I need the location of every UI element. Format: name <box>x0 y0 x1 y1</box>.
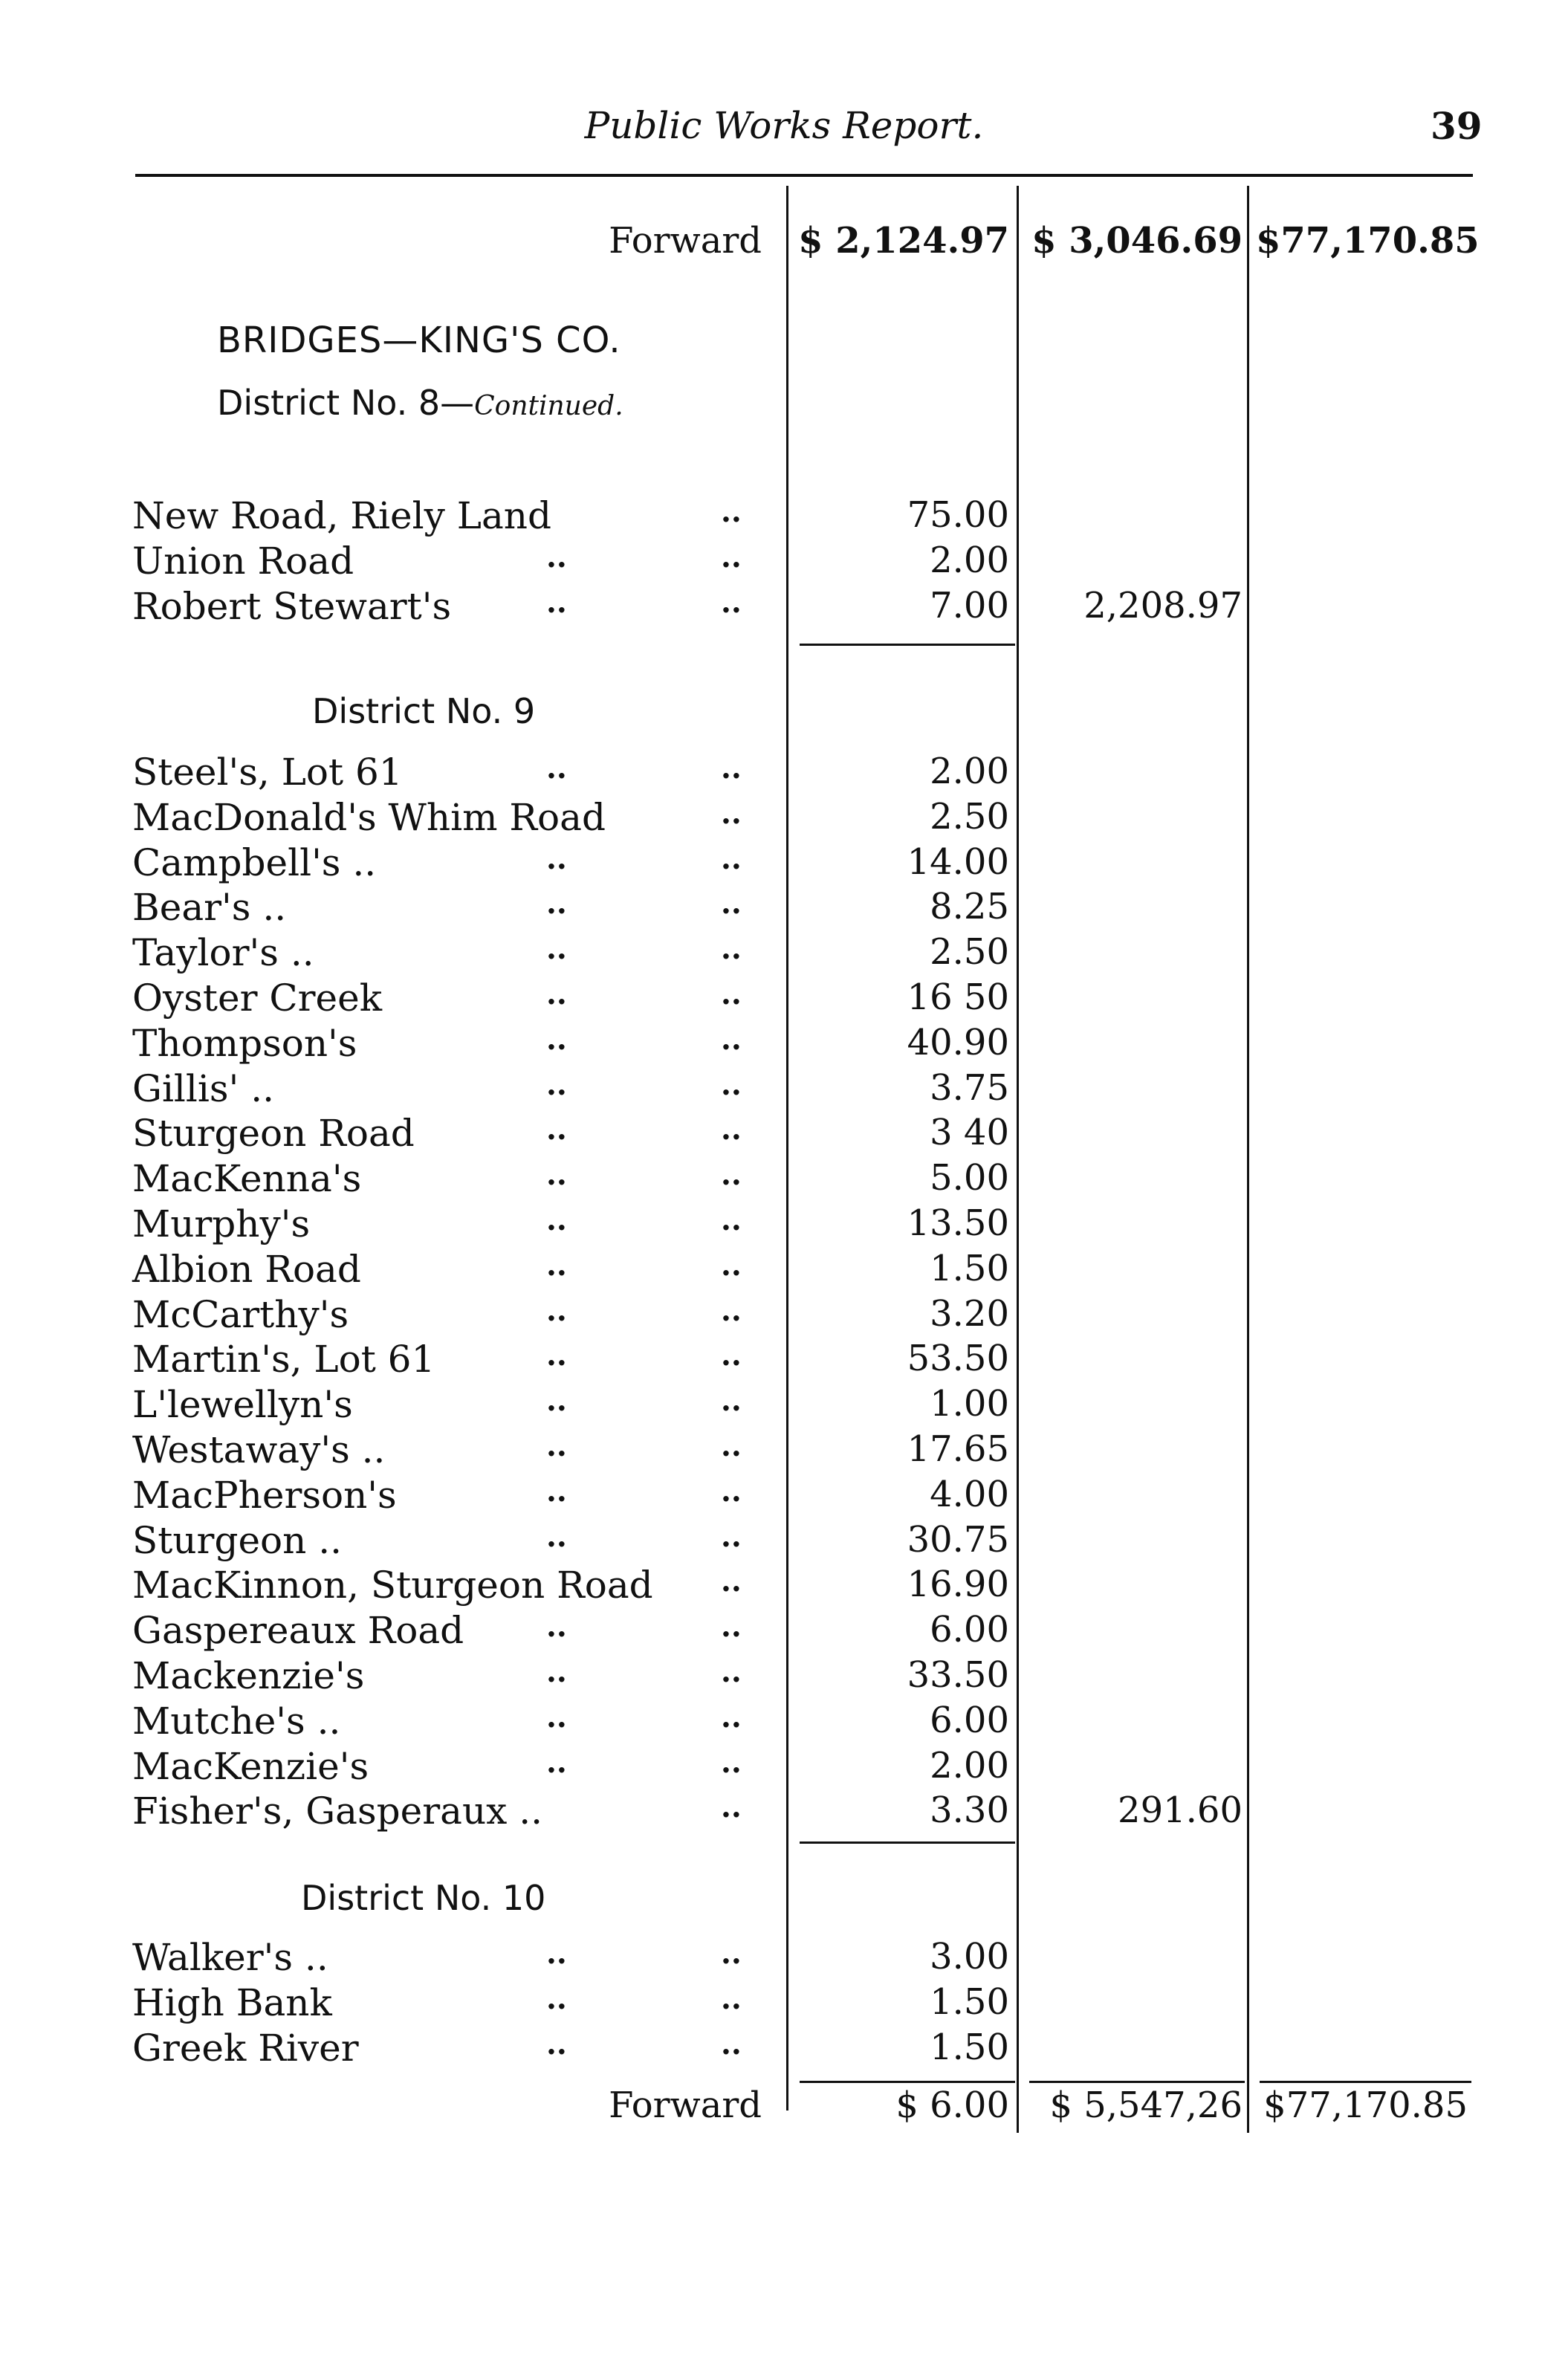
leader-dots: .. <box>546 585 567 620</box>
forward-top-col2: $ 3,046.69 <box>1031 220 1243 262</box>
district-8-heading <box>217 383 623 423</box>
ledger-item-name: L'lewellyn's <box>132 1383 353 1427</box>
leader-dots: .. <box>546 1699 567 1734</box>
leader-dots: .. <box>546 1383 567 1419</box>
leader-dots: .. <box>546 1338 567 1373</box>
leader-dots: .. <box>546 1981 567 2016</box>
ledger-item-name: Gillis' .. <box>132 1066 274 1110</box>
leader-dots: .. <box>546 1112 567 1147</box>
ledger-item-amount: 30.75 <box>907 1518 1009 1561</box>
ledger-item-amount: 3.30 <box>930 1789 1009 1832</box>
ledger-item-name: Albion Road <box>132 1247 361 1291</box>
ledger-item-name: Martin's, Lot 61 <box>132 1338 435 1381</box>
leader-dots: .. <box>721 1428 742 1463</box>
leader-dots: .. <box>546 1292 567 1328</box>
forward-top-col1: $ 2,124.97 <box>798 220 1009 262</box>
ledger-item-amount: 1.50 <box>930 1247 1009 1289</box>
leader-dots: .. <box>546 2027 567 2061</box>
forward-bottom-col2: $ 5,547,26 <box>1049 2084 1243 2126</box>
ledger-item-amount: 3.20 <box>930 1292 1009 1335</box>
ledger-row <box>0 1981 1568 2027</box>
ledger-row <box>0 1067 1568 1112</box>
ledger-row <box>0 1293 1568 1338</box>
leader-dots: .. <box>721 1066 742 1102</box>
leader-dots: .. <box>721 931 742 967</box>
ledger-item-name: Gaspereaux Road <box>132 1609 464 1653</box>
ledger-row <box>0 1157 1568 1202</box>
leader-dots: .. <box>721 1473 742 1509</box>
ledger-row <box>0 1936 1568 1981</box>
ledger-item-amount: 2.00 <box>930 1744 1009 1787</box>
leader-dots: .. <box>721 1654 742 1689</box>
leader-dots: .. <box>721 795 742 831</box>
ledger-item-amount: 7.00 <box>930 585 1009 626</box>
ledger-item-amount: 3.75 <box>930 1066 1009 1109</box>
district-8-heading-text: District No. 8— <box>217 383 475 423</box>
ledger-item-amount: 17.65 <box>907 1428 1009 1470</box>
forward-top-label: Forward <box>609 220 762 262</box>
ledger-row <box>0 585 1568 630</box>
leader-dots: .. <box>546 1021 567 1057</box>
ledger-item-name: MacPherson's <box>132 1473 397 1517</box>
forward-bottom-col3: $77,170.85 <box>1263 2084 1468 2126</box>
leader-dots: .. <box>721 1292 742 1328</box>
leader-dots: .. <box>721 1202 742 1237</box>
ledger-row <box>0 1248 1568 1293</box>
ledger-item-name: MacDonald's Whim Road <box>132 795 606 839</box>
ledger-item-name: Mackenzie's <box>132 1654 365 1697</box>
leader-dots: .. <box>546 976 567 1011</box>
ledger-item-name: Taylor's .. <box>132 931 314 975</box>
ledger-item-amount: 4.00 <box>930 1473 1009 1515</box>
ledger-item-amount: 2.00 <box>930 540 1009 581</box>
ledger-item-name: Robert Stewart's <box>132 585 452 628</box>
ledger-item-amount: 16 50 <box>907 976 1009 1018</box>
ledger-item-name: MacKenna's <box>132 1157 362 1201</box>
leader-dots: .. <box>721 540 742 574</box>
ledger-item-name: Sturgeon Road <box>132 1112 415 1156</box>
ledger-item-amount: 40.90 <box>907 1021 1009 1063</box>
leader-dots: .. <box>721 1564 742 1599</box>
ledger-row <box>0 1789 1568 1835</box>
leader-dots: .. <box>721 886 742 921</box>
ledger-item-name: Oyster Creek <box>132 976 383 1020</box>
leader-dots: .. <box>721 1936 742 1971</box>
ledger-item-amount: 3.00 <box>930 1936 1009 1977</box>
ledger-row <box>0 494 1568 540</box>
section-title: BRIDGES—KING'S CO. <box>217 320 621 361</box>
district-8-continued: Continued. <box>474 391 623 421</box>
ledger-row <box>0 931 1568 976</box>
ledger-row <box>0 1700 1568 1745</box>
ledger-item-name: McCarthy's <box>132 1292 349 1336</box>
ledger-item-name: MacKenzie's <box>132 1744 369 1788</box>
ledger-item-name: Union Road <box>132 540 354 583</box>
page-header-title: Public Works Report. <box>584 104 984 147</box>
ledger-item-amount: 16.90 <box>907 1564 1009 1606</box>
ledger-row <box>0 976 1568 1022</box>
ledger-item-name: High Bank <box>132 1981 332 2024</box>
ledger-row <box>0 1654 1568 1700</box>
district-9-sum-rule <box>800 1841 1015 1844</box>
ledger-item-amount: 3 40 <box>930 1112 1009 1154</box>
ledger-row <box>0 841 1568 887</box>
forward-bottom-col1: $ 6.00 <box>895 2084 1009 2126</box>
forward-top-col3: $77,170.85 <box>1256 220 1480 262</box>
leader-dots: .. <box>546 1247 567 1283</box>
leader-dots: .. <box>546 1744 567 1780</box>
leader-dots: .. <box>546 931 567 967</box>
ledger-item-amount: 33.50 <box>907 1654 1009 1696</box>
ledger-item-name: Sturgeon .. <box>132 1518 343 1562</box>
leader-dots: .. <box>546 1157 567 1193</box>
ledger-row <box>0 1609 1568 1654</box>
ledger-item-amount: 1.50 <box>930 2027 1009 2068</box>
forward-bottom-rule-3 <box>1260 2081 1471 2083</box>
ledger-item-amount: 6.00 <box>930 1699 1009 1741</box>
ledger-item-name: Steel's, Lot 61 <box>132 751 403 794</box>
district-subtotal: 291.60 <box>1118 1789 1243 1832</box>
forward-bottom-rule-1 <box>800 2081 1015 2083</box>
ledger-row <box>0 1022 1568 1067</box>
page-number: 39 <box>1431 104 1483 148</box>
district-9-heading: District No. 9 <box>312 691 536 731</box>
forward-bottom-label: Forward <box>609 2084 762 2126</box>
leader-dots: .. <box>721 1157 742 1193</box>
ledger-row <box>0 886 1568 931</box>
forward-bottom-rule-2 <box>1029 2081 1245 2083</box>
ledger-item-amount: 1.50 <box>930 1981 1009 2023</box>
ledger-row <box>0 1474 1568 1519</box>
ledger-row <box>0 796 1568 841</box>
leader-dots: .. <box>721 1699 742 1734</box>
ledger-row <box>0 751 1568 796</box>
ledger-item-name: Bear's .. <box>132 886 287 930</box>
leader-dots: .. <box>546 886 567 921</box>
ledger-item-amount: 2.00 <box>930 751 1009 792</box>
leader-dots: .. <box>721 1112 742 1147</box>
leader-dots: .. <box>721 1789 742 1825</box>
leader-dots: .. <box>546 1936 567 1971</box>
leader-dots: .. <box>721 1383 742 1419</box>
ledger-item-amount: 53.50 <box>907 1338 1009 1380</box>
leader-dots: .. <box>721 494 742 529</box>
ledger-row <box>0 2027 1568 2072</box>
district-subtotal: 2,208.97 <box>1083 585 1243 626</box>
leader-dots: .. <box>721 1338 742 1373</box>
leader-dots: .. <box>546 1609 567 1645</box>
leader-dots: .. <box>721 751 742 785</box>
ledger-item-amount: 2.50 <box>930 931 1009 974</box>
leader-dots: .. <box>721 1609 742 1645</box>
ledger-row <box>0 1112 1568 1157</box>
ledger-item-name: New Road, Riely Land <box>132 494 551 537</box>
leader-dots: .. <box>721 1981 742 2016</box>
leader-dots: .. <box>546 1202 567 1237</box>
ledger-item-amount: 2.50 <box>930 795 1009 838</box>
ledger-item-name: Murphy's <box>132 1202 311 1245</box>
ledger-item-name: MacKinnon, Sturgeon Road <box>132 1564 653 1607</box>
leader-dots: .. <box>546 1518 567 1554</box>
leader-dots: .. <box>546 751 567 785</box>
district-8-sum-rule <box>800 644 1015 646</box>
leader-dots: .. <box>546 540 567 574</box>
leader-dots: .. <box>546 1428 567 1463</box>
leader-dots: .. <box>721 1744 742 1780</box>
ledger-row <box>0 1383 1568 1428</box>
leader-dots: .. <box>721 840 742 876</box>
leader-dots: .. <box>721 1247 742 1283</box>
ledger-item-amount: 75.00 <box>907 494 1009 536</box>
ledger-row <box>0 1519 1568 1564</box>
ledger-row <box>0 1338 1568 1383</box>
ledger-item-name: Walker's .. <box>132 1936 328 1979</box>
ledger-item-name: Fisher's, Gasperaux .. <box>132 1789 543 1833</box>
leader-dots: .. <box>546 840 567 876</box>
ledger-item-name: Thompson's <box>132 1021 357 1065</box>
district-10-heading: District No. 10 <box>301 1878 546 1918</box>
leader-dots: .. <box>721 1518 742 1554</box>
ledger-item-name: Westaway's .. <box>132 1428 386 1471</box>
leader-dots: .. <box>546 1473 567 1509</box>
ledger-row <box>0 1564 1568 1609</box>
ledger-item-amount: 5.00 <box>930 1157 1009 1199</box>
ledger-item-amount: 13.50 <box>907 1202 1009 1244</box>
ledger-item-name: Campbell's .. <box>132 840 377 884</box>
leader-dots: .. <box>721 2027 742 2061</box>
leader-dots: .. <box>721 976 742 1011</box>
leader-dots: .. <box>721 585 742 620</box>
leader-dots: .. <box>546 1066 567 1102</box>
ledger-item-name: Greek River <box>132 2027 359 2070</box>
ledger-item-name: Mutche's .. <box>132 1699 341 1743</box>
ledger-item-amount: 8.25 <box>930 886 1009 928</box>
ledger-row <box>0 1428 1568 1474</box>
header-rule <box>135 174 1473 177</box>
ledger-item-amount: 6.00 <box>930 1609 1009 1651</box>
ledger-row <box>0 1202 1568 1248</box>
leader-dots: .. <box>721 1021 742 1057</box>
ledger-item-amount: 14.00 <box>907 840 1009 883</box>
ledger-row <box>0 540 1568 585</box>
ledger-row <box>0 1745 1568 1790</box>
ledger-item-amount: 1.00 <box>930 1383 1009 1425</box>
leader-dots: .. <box>546 1654 567 1689</box>
